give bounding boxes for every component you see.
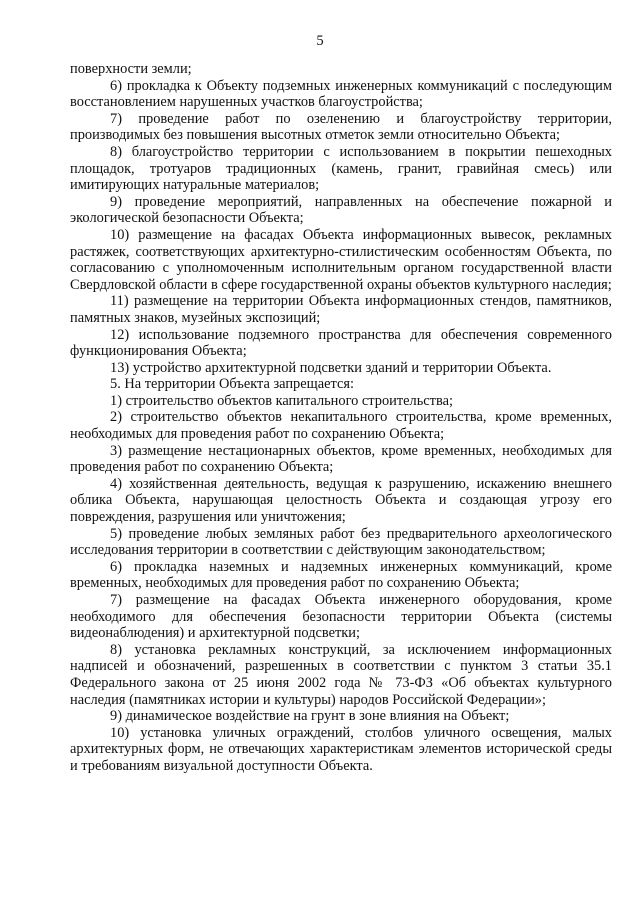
paragraph: 10) установка уличных ограждений, столбов уличного освещения, малых архитектурных форм, не отвечающих характеристикам элементов исторической среды и требованиям визуальной доступности Объекта. xyxy=(70,724,612,774)
paragraph: 13) устройство архитектурной подсветки зданий и территории Объекта. xyxy=(110,359,552,376)
paragraph: 11) размещение на территории Объекта информационных стендов, памятников, памятных знаков, музейных экспозиций; xyxy=(70,293,612,326)
paragraph: 10) размещение на фасадах Объекта информационных вывесок, рекламных растяжек, соответствующих архитектурно-стилистическим особенностям Объекта, по согласованию с уполномоченным исполнительным органом государственной власти Свердловской области в сфере государственной охраны объектов культурного наследия; xyxy=(70,226,612,293)
paragraph: 7) проведение работ по озеленению и благоустройству территории, производимых без повышения высотных отметок земли относительно Объекта; xyxy=(70,110,612,144)
section-heading: 5. На территории Объекта запрещается: xyxy=(110,376,354,393)
paragraph: 9) проведение мероприятий, направленных на обеспечение пожарной и экологической безопасности Объекта; xyxy=(70,193,612,227)
paragraph: 7) размещение на фасадах Объекта инженерного оборудования, кроме необходимого для обеспечения безопасности территории Объекта (системы видеонаблюдения) и архитектурной подсветки; xyxy=(70,592,612,642)
document-body xyxy=(70,61,612,775)
paragraph: 2) строительство объектов некапитального строительства, кроме временных, необходимых для проведения работ по сохранению Объекта; xyxy=(70,409,612,443)
paragraph: 8) благоустройство территории с использованием в покрытии пешеходных площадок, тротуаров традиционных (камень, гранит, гравийная смесь) или имитирующих натуральные материалов; xyxy=(70,143,612,194)
paragraph: 8) установка рекламных конструкций, за исключением информационных надписей и обозначений, разрешенных в соответствии с пунктом 3 статьи 35.1 Федерального закона от 25 июня 2002 года № 73-ФЗ «Об объектах культурного наследия (памятниках истории и культуры) народов Российской Федерации»; xyxy=(70,641,612,708)
paragraph: поверхности земли; xyxy=(70,61,192,77)
paragraph: 9) динамическое воздействие на грунт в зоне влияния на Объект; xyxy=(110,708,510,725)
page-number: 5 xyxy=(316,33,324,49)
paragraph: 4) хозяйственная деятельность, ведущая к разрушению, искажению внешнего облика Объекта, нарушающая целостность Объекта и создающая угрозу его повреждения, разрушения или уничтожения; xyxy=(70,475,612,526)
paragraph: 1) строительство объектов капитального строительства; xyxy=(110,392,453,409)
paragraph: 6) прокладка к Объекту подземных инженерных коммуникаций с последующим восстановлением нарушенных участков благоустройства; xyxy=(70,77,612,111)
paragraph: 3) размещение нестационарных объектов, кроме временных, необходимых для проведения работ по сохранению Объекта; xyxy=(70,442,612,476)
paragraph: 12) использование подземного пространства для обеспечения современного функционирования Объекта; xyxy=(70,326,612,360)
paragraph: 5) проведение любых земляных работ без предварительного археологического исследования территории в соответствии с действующим законодательством; xyxy=(70,525,612,559)
paragraph: 6) прокладка наземных и надземных инженерных коммуникаций, кроме временных, необходимых для проведения работ по сохранению Объекта; xyxy=(70,558,612,592)
